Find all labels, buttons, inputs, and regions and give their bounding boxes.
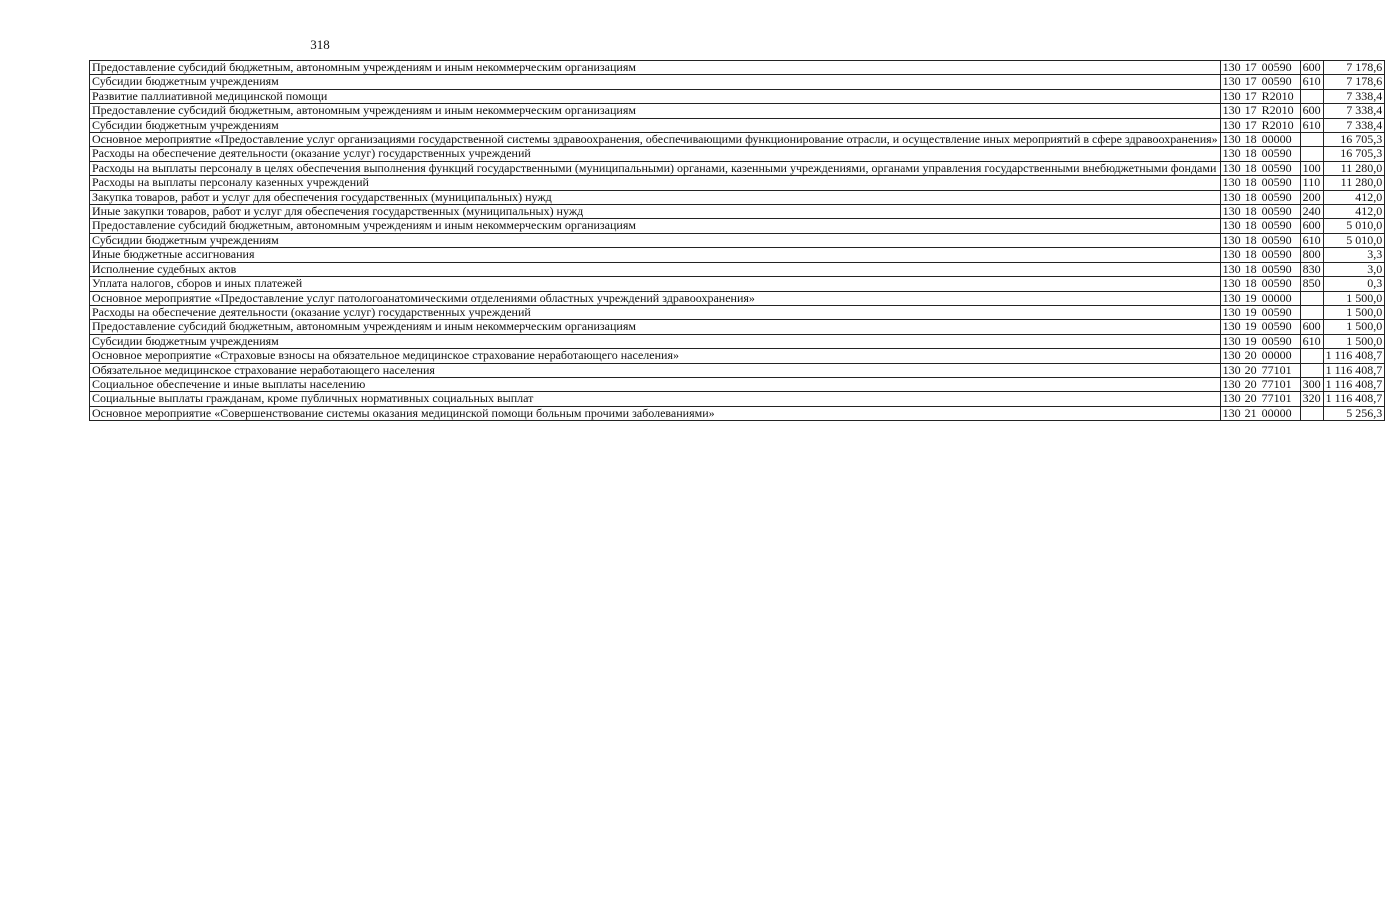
table-row xyxy=(90,262,1385,276)
table-row xyxy=(90,248,1385,262)
amount-value: 5 256,3 xyxy=(1323,406,1385,420)
target-article-code xyxy=(1220,147,1300,161)
table-row xyxy=(90,277,1385,291)
subprogram-code: 0 xyxy=(1234,391,1241,406)
target-article-code xyxy=(1220,133,1300,147)
target-article-code xyxy=(1220,176,1300,190)
program-code: 13 xyxy=(1222,132,1235,147)
expense-item-name: Предоставление субсидий бюджетным, автономным учреждениям и иным некоммерческим организациям xyxy=(90,61,1221,75)
expense-type-code: 600 xyxy=(1300,219,1323,233)
event-code: 18 xyxy=(1244,189,1257,204)
expense-item-name: Предоставление субсидий бюджетным, автономным учреждениям и иным некоммерческим организациям xyxy=(90,104,1221,118)
direction-code: 77101 xyxy=(1261,362,1292,377)
subprogram-code: 0 xyxy=(1234,218,1241,233)
subprogram-code: 0 xyxy=(1234,247,1241,262)
subprogram-code: 0 xyxy=(1234,175,1241,190)
amount-value: 3,0 xyxy=(1323,262,1385,276)
amount-value: 11 280,0 xyxy=(1323,161,1385,175)
expense-item-name: Социальное обеспечение и иные выплаты населению xyxy=(90,377,1221,391)
direction-code: 00000 xyxy=(1261,348,1292,363)
event-code: 18 xyxy=(1244,232,1257,247)
program-code: 13 xyxy=(1222,405,1235,420)
table-row xyxy=(90,75,1385,89)
event-code: 20 xyxy=(1244,348,1257,363)
expense-item-name: Иные бюджетные ассигнования xyxy=(90,248,1221,262)
subprogram-code: 0 xyxy=(1234,304,1241,319)
program-code: 13 xyxy=(1222,189,1235,204)
table-row xyxy=(90,89,1385,103)
target-article-code xyxy=(1220,349,1300,363)
amount-value: 16 705,3 xyxy=(1323,133,1385,147)
table-row xyxy=(90,334,1385,348)
event-code: 17 xyxy=(1244,88,1257,103)
amount-value: 1 500,0 xyxy=(1323,320,1385,334)
program-code: 13 xyxy=(1222,362,1235,377)
subprogram-code: 0 xyxy=(1234,319,1241,334)
table-row xyxy=(90,349,1385,363)
table-row xyxy=(90,392,1385,406)
table-row xyxy=(90,377,1385,391)
table-row xyxy=(90,305,1385,319)
program-code: 13 xyxy=(1222,146,1235,161)
event-code: 19 xyxy=(1244,290,1257,305)
expense-type-code: 240 xyxy=(1300,205,1323,219)
amount-value: 7 338,4 xyxy=(1323,104,1385,118)
amount-value: 7 178,6 xyxy=(1323,75,1385,89)
direction-code: 00000 xyxy=(1261,290,1292,305)
program-code: 13 xyxy=(1222,276,1235,291)
event-code: 18 xyxy=(1244,204,1257,219)
direction-code: 77101 xyxy=(1261,391,1292,406)
expense-item-name: Расходы на обеспечение деятельности (оказание услуг) государственных учреждений xyxy=(90,147,1221,161)
amount-value: 7 338,4 xyxy=(1323,118,1385,132)
direction-code: 00590 xyxy=(1261,60,1292,74)
direction-code: R2010 xyxy=(1261,88,1294,103)
program-code: 13 xyxy=(1222,117,1235,132)
direction-code: 00590 xyxy=(1261,189,1292,204)
event-code: 20 xyxy=(1244,362,1257,377)
amount-value: 1 116 408,7 xyxy=(1323,392,1385,406)
expense-type-code: 100 xyxy=(1300,161,1323,175)
table-row xyxy=(90,233,1385,247)
subprogram-code: 0 xyxy=(1234,74,1241,89)
expense-item-name: Субсидии бюджетным учреждениям xyxy=(90,118,1221,132)
program-code: 13 xyxy=(1222,160,1235,175)
expense-item-name: Развитие паллиативной медицинской помощи xyxy=(90,89,1221,103)
expense-item-name: Основное мероприятие «Предоставление услуг организациями государственной системы здравоохранения, обеспечивающими функционирование отрасли, и осуществление иных мероприятий в сфере здравоохранения» xyxy=(90,133,1221,147)
subprogram-code: 0 xyxy=(1234,103,1241,118)
subprogram-code: 0 xyxy=(1234,376,1241,391)
table-row xyxy=(90,104,1385,118)
subprogram-code: 0 xyxy=(1234,405,1241,420)
expense-type-code: 610 xyxy=(1300,75,1323,89)
expense-type-code: 600 xyxy=(1300,61,1323,75)
amount-value: 7 338,4 xyxy=(1323,89,1385,103)
program-code: 13 xyxy=(1222,376,1235,391)
subprogram-code: 0 xyxy=(1234,160,1241,175)
subprogram-code: 0 xyxy=(1234,60,1241,74)
table-row xyxy=(90,320,1385,334)
amount-value: 1 500,0 xyxy=(1323,334,1385,348)
table-row xyxy=(90,133,1385,147)
expense-item-name: Субсидии бюджетным учреждениям xyxy=(90,334,1221,348)
program-code: 13 xyxy=(1222,74,1235,89)
target-article-code xyxy=(1220,118,1300,132)
direction-code: 00590 xyxy=(1261,261,1292,276)
event-code: 17 xyxy=(1244,117,1257,132)
target-article-code xyxy=(1220,406,1300,420)
direction-code: 00590 xyxy=(1261,232,1292,247)
amount-value: 412,0 xyxy=(1323,190,1385,204)
target-article-code xyxy=(1220,219,1300,233)
amount-value: 412,0 xyxy=(1323,205,1385,219)
target-article-code xyxy=(1220,89,1300,103)
amount-value: 1 116 408,7 xyxy=(1323,363,1385,377)
target-article-code xyxy=(1220,248,1300,262)
event-code: 19 xyxy=(1244,319,1257,334)
amount-value: 1 116 408,7 xyxy=(1323,377,1385,391)
amount-value: 5 010,0 xyxy=(1323,233,1385,247)
subprogram-code: 0 xyxy=(1234,348,1241,363)
program-code: 13 xyxy=(1222,304,1235,319)
expense-item-name: Основное мероприятие «Предоставление услуг патологоанатомическими отделениями областных учреждений здравоохранения» xyxy=(90,291,1221,305)
expense-item-name: Субсидии бюджетным учреждениям xyxy=(90,75,1221,89)
event-code: 18 xyxy=(1244,247,1257,262)
target-article-code xyxy=(1220,363,1300,377)
table-row xyxy=(90,205,1385,219)
direction-code: 00590 xyxy=(1261,276,1292,291)
event-code: 19 xyxy=(1244,304,1257,319)
direction-code: 00590 xyxy=(1261,304,1292,319)
direction-code: 00590 xyxy=(1261,204,1292,219)
amount-value: 5 010,0 xyxy=(1323,219,1385,233)
expense-item-name: Предоставление субсидий бюджетным, автономным учреждениям и иным некоммерческим организациям xyxy=(90,320,1221,334)
expense-type-code xyxy=(1300,363,1323,377)
direction-code: 00590 xyxy=(1261,333,1292,348)
target-article-code xyxy=(1220,334,1300,348)
program-code: 13 xyxy=(1222,103,1235,118)
target-article-code xyxy=(1220,190,1300,204)
program-code: 13 xyxy=(1222,232,1235,247)
amount-value: 0,3 xyxy=(1323,277,1385,291)
table-row xyxy=(90,363,1385,377)
target-article-code xyxy=(1220,61,1300,75)
event-code: 18 xyxy=(1244,261,1257,276)
event-code: 18 xyxy=(1244,132,1257,147)
direction-code: 00590 xyxy=(1261,160,1292,175)
direction-code: 00590 xyxy=(1261,74,1292,89)
direction-code: 00590 xyxy=(1261,247,1292,262)
subprogram-code: 0 xyxy=(1234,189,1241,204)
table-row xyxy=(90,118,1385,132)
program-code: 13 xyxy=(1222,247,1235,262)
program-code: 13 xyxy=(1222,204,1235,219)
amount-value: 1 116 408,7 xyxy=(1323,349,1385,363)
budget-table xyxy=(89,60,1385,421)
expense-item-name: Уплата налогов, сборов и иных платежей xyxy=(90,277,1221,291)
amount-value: 1 500,0 xyxy=(1323,291,1385,305)
expense-item-name: Закупка товаров, работ и услуг для обеспечения государственных (муниципальных) нужд xyxy=(90,190,1221,204)
expense-type-code: 300 xyxy=(1300,377,1323,391)
expense-type-code: 830 xyxy=(1300,262,1323,276)
amount-value: 7 178,6 xyxy=(1323,61,1385,75)
target-article-code xyxy=(1220,104,1300,118)
expense-type-code xyxy=(1300,305,1323,319)
direction-code: R2010 xyxy=(1261,103,1294,118)
subprogram-code: 0 xyxy=(1234,117,1241,132)
budget-table-body xyxy=(90,61,1385,421)
direction-code: 00000 xyxy=(1261,132,1292,147)
table-row xyxy=(90,147,1385,161)
expense-item-name: Исполнение судебных актов xyxy=(90,262,1221,276)
table-row xyxy=(90,291,1385,305)
expense-type-code xyxy=(1300,89,1323,103)
amount-value: 3,3 xyxy=(1323,248,1385,262)
target-article-code xyxy=(1220,392,1300,406)
program-code: 13 xyxy=(1222,60,1235,74)
expense-type-code xyxy=(1300,147,1323,161)
subprogram-code: 0 xyxy=(1234,88,1241,103)
subprogram-code: 0 xyxy=(1234,276,1241,291)
event-code: 17 xyxy=(1244,103,1257,118)
event-code: 20 xyxy=(1244,391,1257,406)
table-row xyxy=(90,219,1385,233)
event-code: 21 xyxy=(1244,405,1257,420)
subprogram-code: 0 xyxy=(1234,261,1241,276)
subprogram-code: 0 xyxy=(1234,232,1241,247)
direction-code: 00590 xyxy=(1261,218,1292,233)
expense-item-name: Субсидии бюджетным учреждениям xyxy=(90,233,1221,247)
table-row xyxy=(90,61,1385,75)
page-number: 318 xyxy=(310,37,330,52)
expense-type-code: 320 xyxy=(1300,392,1323,406)
direction-code: 00590 xyxy=(1261,319,1292,334)
target-article-code xyxy=(1220,305,1300,319)
direction-code: 00590 xyxy=(1261,146,1292,161)
expense-type-code: 850 xyxy=(1300,277,1323,291)
event-code: 19 xyxy=(1244,333,1257,348)
event-code: 18 xyxy=(1244,218,1257,233)
expense-type-code: 610 xyxy=(1300,233,1323,247)
table-row xyxy=(90,161,1385,175)
direction-code: R2010 xyxy=(1261,117,1294,132)
expense-type-code xyxy=(1300,291,1323,305)
expense-type-code xyxy=(1300,349,1323,363)
subprogram-code: 0 xyxy=(1234,362,1241,377)
program-code: 13 xyxy=(1222,348,1235,363)
target-article-code xyxy=(1220,277,1300,291)
subprogram-code: 0 xyxy=(1234,290,1241,305)
expense-type-code: 610 xyxy=(1300,118,1323,132)
subprogram-code: 0 xyxy=(1234,333,1241,348)
target-article-code xyxy=(1220,205,1300,219)
expense-item-name: Расходы на выплаты персоналу казенных учреждений xyxy=(90,176,1221,190)
expense-type-code: 600 xyxy=(1300,320,1323,334)
target-article-code xyxy=(1220,320,1300,334)
direction-code: 00590 xyxy=(1261,175,1292,190)
expense-item-name: Иные закупки товаров, работ и услуг для обеспечения государственных (муниципальных) нужд xyxy=(90,205,1221,219)
event-code: 18 xyxy=(1244,175,1257,190)
expense-type-code: 800 xyxy=(1300,248,1323,262)
event-code: 18 xyxy=(1244,146,1257,161)
table-row xyxy=(90,406,1385,420)
event-code: 17 xyxy=(1244,74,1257,89)
expense-item-name: Основное мероприятие «Страховые взносы на обязательное медицинское страхование неработающего населения» xyxy=(90,349,1221,363)
program-code: 13 xyxy=(1222,290,1235,305)
target-article-code xyxy=(1220,161,1300,175)
expense-item-name: Расходы на выплаты персоналу в целях обеспечения выполнения функций государственными (муниципальными) органами, казенными учреждениями, органами управления государственными внебюджетными фондами xyxy=(90,161,1221,175)
event-code: 20 xyxy=(1244,376,1257,391)
amount-value: 11 280,0 xyxy=(1323,176,1385,190)
event-code: 18 xyxy=(1244,276,1257,291)
expense-type-code xyxy=(1300,406,1323,420)
amount-value: 16 705,3 xyxy=(1323,147,1385,161)
expense-item-name: Расходы на обеспечение деятельности (оказание услуг) государственных учреждений xyxy=(90,305,1221,319)
target-article-code xyxy=(1220,233,1300,247)
expense-type-code: 600 xyxy=(1300,104,1323,118)
program-code: 13 xyxy=(1222,175,1235,190)
table-row xyxy=(90,190,1385,204)
program-code: 13 xyxy=(1222,218,1235,233)
expense-type-code: 610 xyxy=(1300,334,1323,348)
expense-item-name: Обязательное медицинское страхование неработающего населения xyxy=(90,363,1221,377)
amount-value: 1 500,0 xyxy=(1323,305,1385,319)
program-code: 13 xyxy=(1222,333,1235,348)
expense-item-name: Основное мероприятие «Совершенствование системы оказания медицинской помощи больным прочими заболеваниями» xyxy=(90,406,1221,420)
expense-type-code: 200 xyxy=(1300,190,1323,204)
expense-item-name: Предоставление субсидий бюджетным, автономным учреждениям и иным некоммерческим организациям xyxy=(90,219,1221,233)
program-code: 13 xyxy=(1222,88,1235,103)
program-code: 13 xyxy=(1222,391,1235,406)
direction-code: 77101 xyxy=(1261,376,1292,391)
target-article-code xyxy=(1220,377,1300,391)
subprogram-code: 0 xyxy=(1234,132,1241,147)
expense-type-code: 110 xyxy=(1300,176,1323,190)
expense-type-code xyxy=(1300,133,1323,147)
subprogram-code: 0 xyxy=(1234,146,1241,161)
expense-item-name: Социальные выплаты гражданам, кроме публичных нормативных социальных выплат xyxy=(90,392,1221,406)
target-article-code xyxy=(1220,262,1300,276)
event-code: 18 xyxy=(1244,160,1257,175)
target-article-code xyxy=(1220,75,1300,89)
event-code: 17 xyxy=(1244,60,1257,74)
target-article-code xyxy=(1220,291,1300,305)
program-code: 13 xyxy=(1222,261,1235,276)
program-code: 13 xyxy=(1222,319,1235,334)
table-row xyxy=(90,176,1385,190)
direction-code: 00000 xyxy=(1261,405,1292,420)
subprogram-code: 0 xyxy=(1234,204,1241,219)
